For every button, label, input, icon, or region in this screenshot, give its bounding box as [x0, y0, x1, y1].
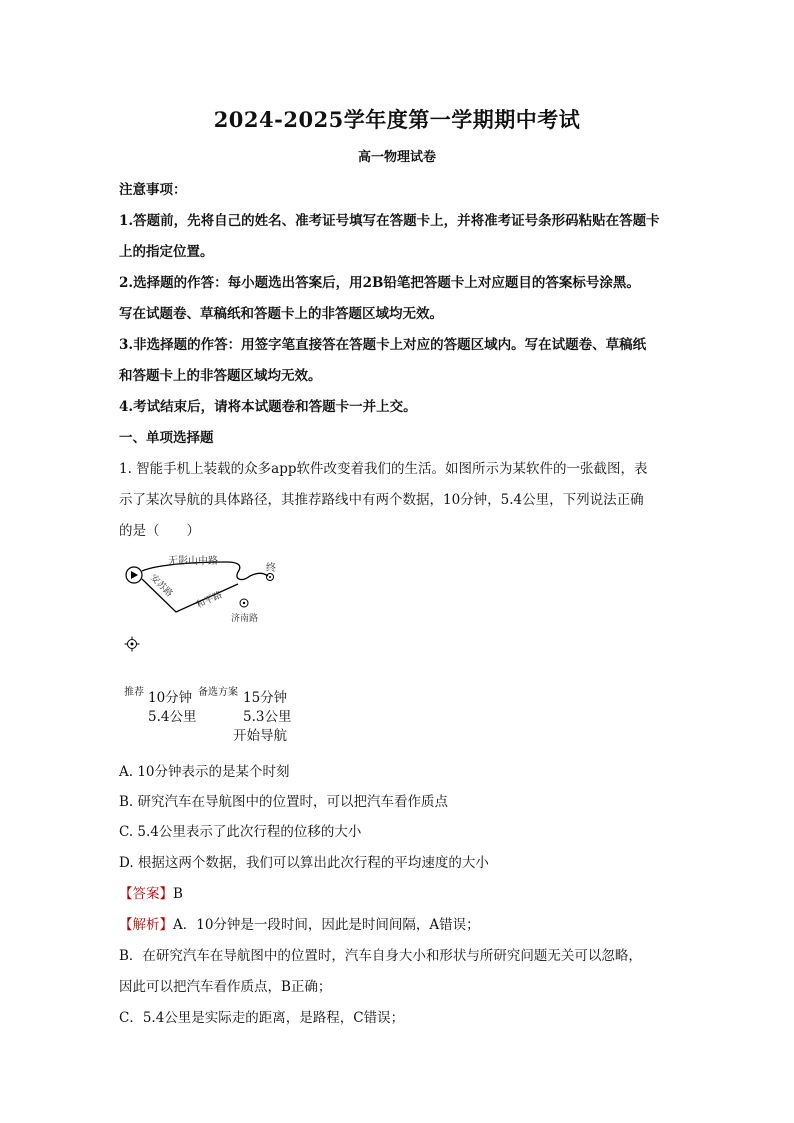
- recommend-label: 推荐: [124, 687, 144, 698]
- exam-title: 2024-2025学年度第一学期期中考试: [213, 107, 581, 132]
- section-heading: 一、单项选择题: [119, 430, 214, 446]
- start-navigation-button[interactable]: 开始导航: [233, 728, 287, 744]
- notice-item-2-line-2: 写在试题卷、草稿纸和答题卡上的非答题区域均无效。: [119, 306, 443, 322]
- notice-item-2-line-1: 2.选择题的作答：每小题选出答案后，用2B铅笔把答题卡上对应题目的答案标号涂黑。: [119, 275, 640, 291]
- road-label-2: 安苏路: [147, 573, 175, 600]
- notice-heading: 注意事项：: [119, 182, 187, 198]
- option-b: B. 研究汽车在导航图中的位置时，可以把汽车看作质点: [119, 794, 449, 810]
- notice-item-1-line-1: 1.答题前，先将自己的姓名、准考证号填写在答题卡上，并将准考证号条形码粘贴在答题卡: [119, 213, 660, 229]
- question-stem-line-1: 1. 智能手机上装载的众多app软件改变着我们的生活。如图所示为某软件的一张截图，表: [119, 461, 648, 477]
- start-arrow-icon: [131, 571, 138, 579]
- answer-value: B: [173, 886, 183, 902]
- answer-label: 【答案】: [119, 886, 173, 902]
- recommend-distance: 5.4公里: [148, 709, 197, 725]
- notice-item-1-line-2: 上的指定位置。: [119, 244, 214, 260]
- analysis-b-line-2: 因此可以把汽车看作质点，B正确；: [119, 979, 332, 995]
- exam-subtitle: 高一物理试卷: [357, 150, 436, 165]
- analysis-b-line-1: B．在研究汽车在导航图中的位置时，汽车自身大小和形状与所研究问题无关可以忽略，: [119, 948, 642, 964]
- end-label: 终: [266, 563, 276, 574]
- analysis-label: 【解析】: [119, 917, 173, 933]
- alternative-label: 备选方案: [198, 687, 238, 698]
- alternative-time: 15分钟: [243, 690, 288, 706]
- road-label-3: 和平路: [195, 590, 224, 611]
- analysis-line-a: [119, 913, 480, 933]
- analysis-a: A．10分钟是一段时间，因此是时间间隔，A错误；: [173, 917, 480, 933]
- notice-item-3-line-2: 和答题卡上的非答题区域均无效。: [119, 368, 322, 384]
- route-map: [118, 548, 298, 628]
- poi-label: 济南路: [231, 614, 259, 624]
- question-stem-line-2: 示了某次导航的具体路径，其推荐路线中有两个数据，10分钟，5.4公里，下列说法正确: [119, 492, 644, 508]
- alternative-distance: 5.3公里: [243, 709, 292, 725]
- road-label-1: 无影山中路: [168, 556, 218, 567]
- answer-line: [119, 882, 183, 902]
- notice-item-3-line-1: 3.非选择题的作答：用签字笔直接答在答题卡上对应的答题区域内。写在试题卷、草稿纸: [119, 337, 647, 353]
- option-d: D. 根据这两个数据，我们可以算出此次行程的平均速度的大小: [119, 855, 489, 871]
- question-stem-line-3: 的是（ ）: [119, 523, 200, 539]
- option-c: C. 5.4公里表示了此次行程的位移的大小: [119, 824, 362, 840]
- recommend-time: 10分钟: [148, 690, 193, 706]
- notice-item-4: 4.考试结束后，请将本试题卷和答题卡一并上交。: [119, 399, 417, 415]
- option-a: A. 10分钟表示的是某个时刻: [119, 764, 290, 780]
- analysis-c: C．5.4公里是实际走的距离，是路程，C错误；: [119, 1010, 405, 1026]
- locate-icon[interactable]: [124, 636, 140, 652]
